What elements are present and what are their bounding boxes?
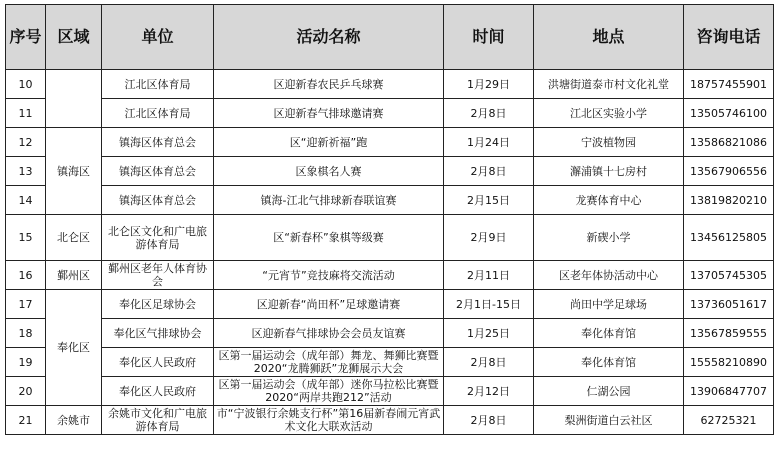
row-phone: 13736051617	[684, 290, 774, 319]
table-row	[6, 377, 774, 406]
row-no: 14	[6, 186, 46, 215]
row-time: 2月8日	[444, 348, 534, 377]
row-time: 2月8日	[444, 157, 534, 186]
header-unit: 单位	[102, 5, 214, 70]
table-row	[6, 406, 774, 435]
table-row	[6, 290, 774, 319]
row-region: 镇海区	[46, 128, 102, 215]
header-no: 序号	[6, 5, 46, 70]
row-no: 19	[6, 348, 46, 377]
row-place: 梨洲街道白云社区	[534, 406, 684, 435]
table-row	[6, 157, 774, 186]
header-activity: 活动名称	[214, 5, 444, 70]
row-activity: 区第一届运动会（成年部）迷你马拉松比赛暨2020“两岸共跑212”活动	[214, 377, 444, 406]
row-phone: 13819820210	[684, 186, 774, 215]
row-phone: 13586821086	[684, 128, 774, 157]
row-activity: 市“宁波银行余姚支行杯”第16届新春闹元宵武术文化大联欢活动	[214, 406, 444, 435]
row-place: 龙赛体育中心	[534, 186, 684, 215]
row-unit: 奉化区人民政府	[102, 377, 214, 406]
row-time: 2月11日	[444, 261, 534, 290]
row-time: 2月8日	[444, 406, 534, 435]
row-unit: 镇海区体育总会	[102, 128, 214, 157]
row-place: 新碶小学	[534, 215, 684, 261]
row-time: 2月15日	[444, 186, 534, 215]
row-activity: 区第一届运动会（成年部）舞龙、舞狮比赛暨2020“龙腾狮跃”龙狮展示大会	[214, 348, 444, 377]
row-phone: 13906847707	[684, 377, 774, 406]
table-row	[6, 70, 774, 99]
table-row	[6, 215, 774, 261]
row-unit: 奉化区气排球协会	[102, 319, 214, 348]
row-unit: 江北区体育局	[102, 70, 214, 99]
header-phone: 咨询电话	[684, 5, 774, 70]
row-unit: 余姚市文化和广电旅游体育局	[102, 406, 214, 435]
row-place: 奉化体育馆	[534, 319, 684, 348]
row-no: 12	[6, 128, 46, 157]
row-phone: 13567906556	[684, 157, 774, 186]
row-activity: “元宵节”竞技麻将交流活动	[214, 261, 444, 290]
row-region: 奉化区	[46, 290, 102, 406]
table-row	[6, 348, 774, 377]
row-unit: 镇海区体育总会	[102, 186, 214, 215]
row-unit: 奉化区足球协会	[102, 290, 214, 319]
row-time: 2月12日	[444, 377, 534, 406]
row-no: 21	[6, 406, 46, 435]
row-region: 北仑区	[46, 215, 102, 261]
row-unit: 北仑区文化和广电旅游体育局	[102, 215, 214, 261]
table-row	[6, 261, 774, 290]
row-region: 鄞州区	[46, 261, 102, 290]
row-place: 洪塘街道泰市村文化礼堂	[534, 70, 684, 99]
row-no: 16	[6, 261, 46, 290]
row-activity: 区迎新春农民乒乓球赛	[214, 70, 444, 99]
row-phone: 18757455901	[684, 70, 774, 99]
row-no: 13	[6, 157, 46, 186]
row-activity: 区“迎新祈福”跑	[214, 128, 444, 157]
table-row	[6, 128, 774, 157]
header-time: 时间	[444, 5, 534, 70]
row-phone: 13505746100	[684, 99, 774, 128]
activity-table	[5, 4, 774, 435]
row-phone: 13456125805	[684, 215, 774, 261]
row-region	[46, 70, 102, 128]
row-no: 20	[6, 377, 46, 406]
row-time: 1月25日	[444, 319, 534, 348]
row-place: 尚田中学足球场	[534, 290, 684, 319]
row-unit: 奉化区人民政府	[102, 348, 214, 377]
row-phone: 62725321	[684, 406, 774, 435]
header-row	[6, 5, 774, 70]
row-region: 余姚市	[46, 406, 102, 435]
row-no: 18	[6, 319, 46, 348]
header-region: 区域	[46, 5, 102, 70]
row-no: 11	[6, 99, 46, 128]
row-no: 15	[6, 215, 46, 261]
row-activity: 区迎新春气排球邀请赛	[214, 99, 444, 128]
row-place: 江北区实验小学	[534, 99, 684, 128]
row-place: 宁波植物园	[534, 128, 684, 157]
row-unit: 江北区体育局	[102, 99, 214, 128]
row-activity: 区迎新春“尚田杯”足球邀请赛	[214, 290, 444, 319]
table-row	[6, 319, 774, 348]
row-activity: 区象棋名人赛	[214, 157, 444, 186]
row-unit: 鄞州区老年人体育协会	[102, 261, 214, 290]
row-phone: 13705745305	[684, 261, 774, 290]
row-time: 2月1日-15日	[444, 290, 534, 319]
row-place: 澥浦镇十七房村	[534, 157, 684, 186]
row-phone: 13567859555	[684, 319, 774, 348]
row-activity: 镇海-江北气排球新春联谊赛	[214, 186, 444, 215]
table-row	[6, 186, 774, 215]
row-activity: 区迎新春气排球协会会员友谊赛	[214, 319, 444, 348]
row-time: 1月24日	[444, 128, 534, 157]
row-no: 17	[6, 290, 46, 319]
row-phone: 15558210890	[684, 348, 774, 377]
header-place: 地点	[534, 5, 684, 70]
row-place: 奉化体育馆	[534, 348, 684, 377]
table-row	[6, 99, 774, 128]
row-activity: 区“新春杯”象棋等级赛	[214, 215, 444, 261]
row-unit: 镇海区体育总会	[102, 157, 214, 186]
row-no: 10	[6, 70, 46, 99]
row-place: 仁湖公园	[534, 377, 684, 406]
row-time: 2月8日	[444, 99, 534, 128]
row-time: 1月29日	[444, 70, 534, 99]
row-place: 区老年体协活动中心	[534, 261, 684, 290]
row-time: 2月9日	[444, 215, 534, 261]
